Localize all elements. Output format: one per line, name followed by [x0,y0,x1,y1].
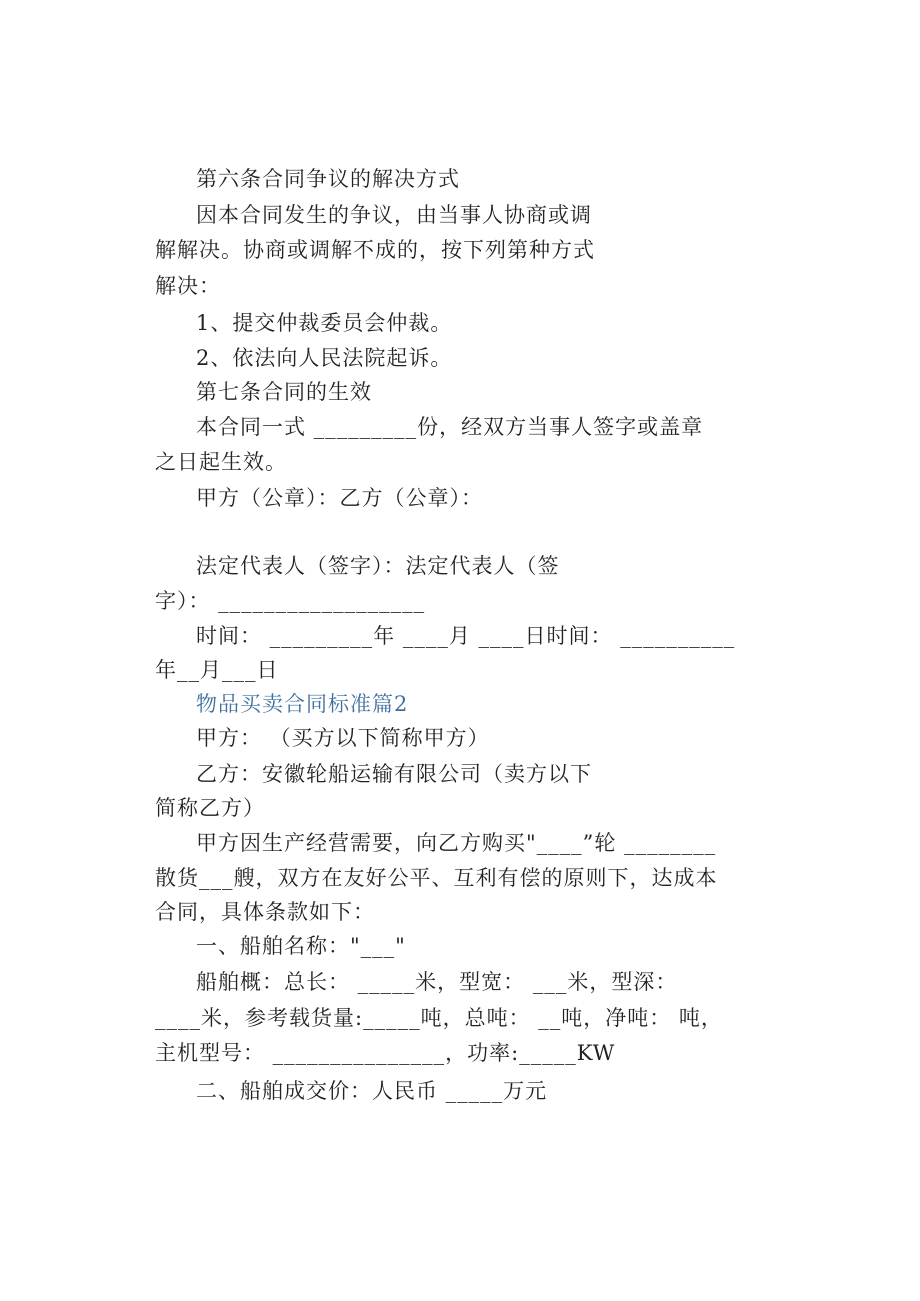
legal-rep-line2: 字）： __________________ [155,589,426,613]
section6-item1: 1、提交仲裁委员会仲裁。 [196,311,453,335]
section6-paragraph-line1: 因本合同发生的争议，由当事人协商或调 [196,203,592,227]
section6-paragraph-line3: 解决： [155,274,221,298]
section6-title: 第六条合同争议的解决方式 [196,167,460,191]
intro-line1: 甲方因生产经营需要，向乙方购买"____”轮 ________ [196,831,717,855]
seal-line: 甲方（公章）：乙方（公章）： [196,486,483,510]
section7-paragraph-line2: 之日起生效。 [155,450,287,474]
ship-spec-line1: 船舶概：总长： _____米，型宽： ___米，型深： [196,970,678,994]
ship-name-item: 一、船舶名称："___" [196,934,406,958]
ship-spec-line3: 主机型号： _______________，功率:_____KW [155,1041,616,1065]
section6-paragraph-line2: 解解决。协商或调解不成的，按下列第种方式 [155,238,595,262]
date-line1: 时间： _________年 ____月 ____日时间： __________ [196,624,736,648]
intro-line3: 合同，具体条款如下： [155,900,375,924]
legal-rep-line1: 法定代表人（签字）：法定代表人（签 [196,554,560,578]
date-line2: 年__月___日 [155,658,279,682]
article2-heading: 物品买卖合同标准篇2 [196,692,409,716]
party-b-line2: 简称乙方） [155,796,265,820]
section7-paragraph-line1: 本合同一式 _________份，经双方当事人签字或盖章 [196,415,704,439]
party-b-line1: 乙方：安徽轮船运输有限公司（卖方以下 [196,762,592,786]
intro-line2: 散货___艘，双方在友好公平、互利有偿的原则下，达成本 [155,866,718,890]
party-a-line: 甲方： （买方以下简称甲方） [196,726,490,750]
ship-spec-line2: ____米，参考载货量:_____吨，总吨： __吨，净吨： 吨， [155,1006,723,1030]
section7-title: 第七条合同的生效 [196,380,372,404]
section6-item2: 2、依法向人民法院起诉。 [196,346,453,370]
ship-price-item: 二、船舶成交价：人民币 _____万元 [196,1079,548,1103]
